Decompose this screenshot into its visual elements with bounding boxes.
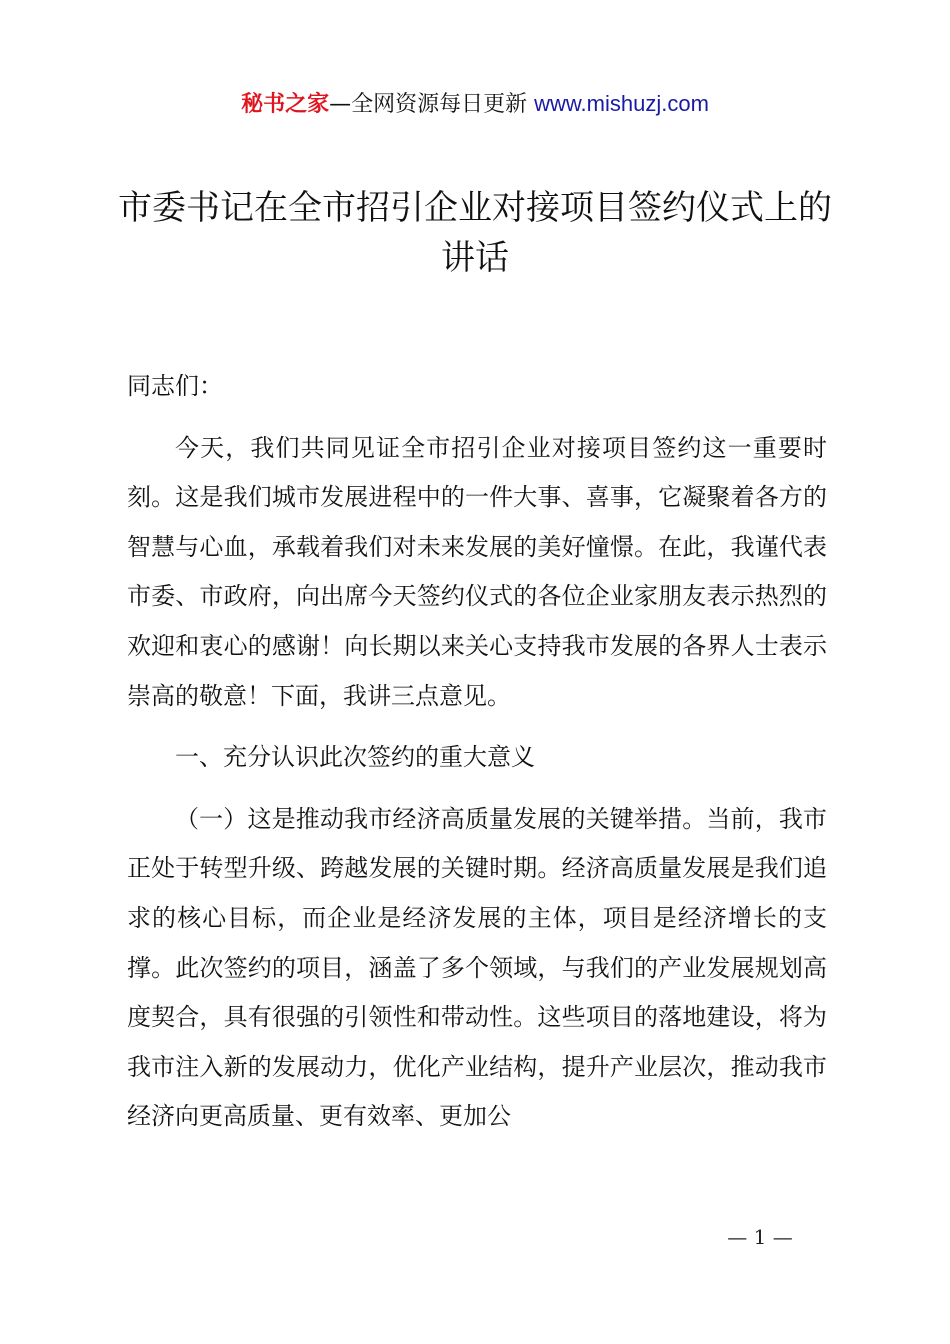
paragraph-point-one: （一）这是推动我市经济高质量发展的关键举措。当前，我市正处于转型升级、跨越发展的关键时期。经济高质量发展是我们追求的核心目标，而企业是经济发展的主体，项目是经济增长的支撑。此次签约的项目，涵盖了多个领域，与我们的产业发展规划高度契合，具有很强的引领性和带动性。这些项目的落地建设，将为我市注入新的发展动力，优化产业结构，提升产业层次，推动我市经济向更高质量、更有效率、更加公 (127, 804, 827, 1131)
site-header (0, 88, 950, 121)
document-title: 市委书记在全市招引企业对接项目签约仪式上的讲话 (118, 188, 832, 278)
header-url-link[interactable]: www.mishuzj.com (534, 91, 709, 116)
greeting: 同志们： (127, 372, 223, 400)
section-heading: 一、充分认识此次签约的重大意义 (175, 743, 535, 772)
brand-name: 秘书之家 (241, 92, 330, 117)
paragraph-intro: 今天，我们共同见证全市招引企业对接项目签约这一重要时刻。这是我们城市发展进程中的一件大事、喜事，它凝聚着各方的智慧与心血，承载着我们对未来发展的美好憧憬。在此，我谨代表市委、市政府，向出席今天签约仪式的各位企业家朋友表示热烈的欢迎和衷心的感谢！向长期以来关心支持我市发展的各界人士表示崇高的敬意！下面，我讲三点意见。 (127, 433, 827, 710)
header-slogan: —全网资源每日更新 (329, 92, 535, 117)
document-body (127, 362, 827, 1142)
page-number: — 1 — (727, 1225, 793, 1249)
